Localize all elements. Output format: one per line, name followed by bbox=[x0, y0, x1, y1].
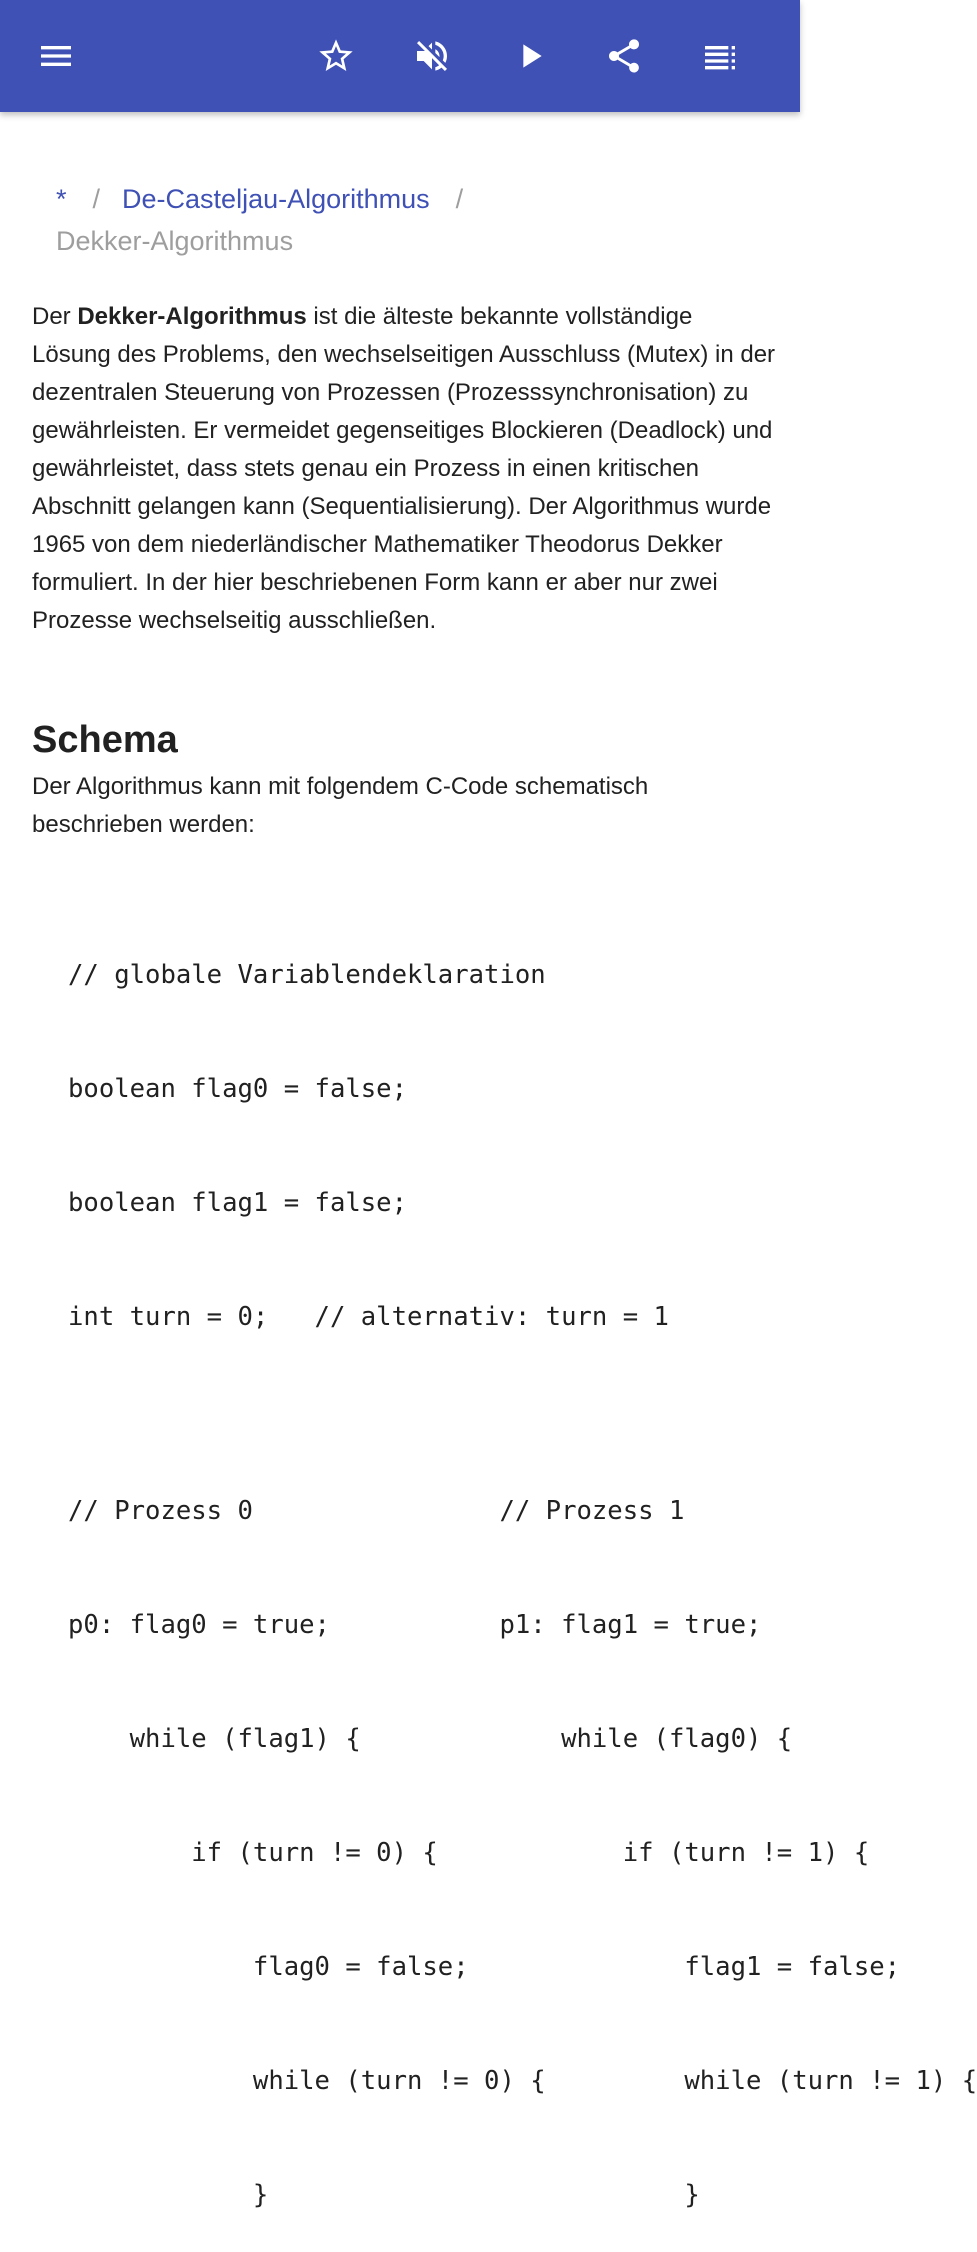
code-line: int turn = 0; // alternativ: turn = 1 bbox=[68, 1302, 669, 1332]
code-line: while (turn != 0) { while (turn != 1) { bbox=[68, 2066, 977, 2096]
play-icon bbox=[510, 36, 550, 76]
code-line: boolean flag0 = false; bbox=[68, 1074, 407, 1104]
menu-icon bbox=[36, 36, 76, 76]
code-line: // globale Variablendeklaration bbox=[68, 960, 546, 990]
intro-paragraph bbox=[32, 298, 777, 640]
code-line: boolean flag1 = false; bbox=[68, 1188, 407, 1218]
code-line: if (turn != 0) { if (turn != 1) { bbox=[68, 1838, 870, 1868]
contents-button[interactable] bbox=[692, 28, 748, 84]
bookmark-button[interactable] bbox=[308, 28, 364, 84]
menu-button[interactable] bbox=[28, 28, 84, 84]
code-line: // Prozess 0 // Prozess 1 bbox=[68, 1496, 685, 1526]
section-heading: Schema bbox=[32, 719, 178, 761]
code-line: flag0 = false; flag1 = false; bbox=[68, 1952, 901, 1982]
share-button[interactable] bbox=[596, 28, 652, 84]
mute-button[interactable] bbox=[404, 28, 460, 84]
play-button[interactable] bbox=[502, 28, 558, 84]
breadcrumb-separator: / bbox=[92, 184, 101, 214]
code-line: } } bbox=[68, 2180, 700, 2210]
breadcrumb-parent-link[interactable]: De-Casteljau-Algorithmus bbox=[122, 184, 430, 214]
breadcrumb-separator: / bbox=[455, 184, 464, 214]
code-block bbox=[68, 880, 977, 2252]
article-title-bold: Dekker-Algorithmus bbox=[77, 303, 307, 330]
app-bar bbox=[0, 0, 800, 112]
code-line: p0: flag0 = true; p1: flag1 = true; bbox=[68, 1610, 762, 1640]
section-text: Der Algorithmus kann mit folgendem C-Code schematisch beschrieben werden: bbox=[32, 773, 649, 838]
share-icon bbox=[604, 36, 644, 76]
breadcrumb-root-link[interactable]: * bbox=[56, 184, 67, 214]
volume-off-icon bbox=[412, 36, 452, 76]
intro-text: ist die älteste bekannte vollständige Lösung des Problems, den wechselseitigen Ausschluss (Mutex) in der dezentralen Steuerung von Prozessen (Prozesssynchronisation) zu gewährleisten. Er vermeidet gegenseitiges Blockieren (Deadlock) und gewährleistet, dass stets genau ein Prozess in einen kritischen Abschnitt gelangen kann (Sequentialisierung). Der Algorithmus wurde 1965 von dem niederländischer Mathematiker Theodorus Dekker formuliert. In der hier beschriebenen Form kann er aber nur zwei Prozesse wechselseitig ausschließen. bbox=[32, 303, 776, 634]
breadcrumb bbox=[56, 178, 756, 262]
breadcrumb-current: Dekker-Algorithmus bbox=[56, 226, 294, 256]
code-line: while (flag1) { while (flag0) { bbox=[68, 1724, 793, 1754]
star-outline-icon bbox=[316, 36, 356, 76]
playlist-icon bbox=[700, 36, 740, 76]
intro-lead: Der bbox=[32, 303, 78, 330]
